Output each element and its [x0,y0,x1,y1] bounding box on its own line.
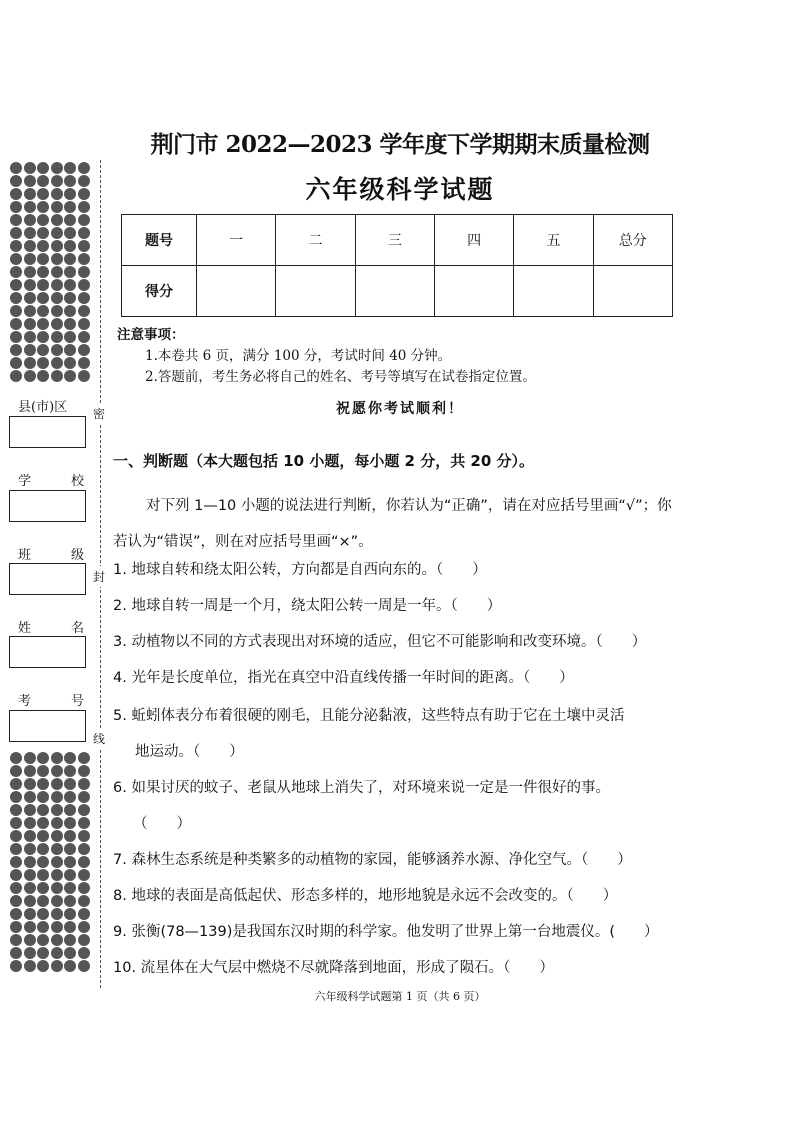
binding-dot [51,921,63,933]
binding-dots-bottom [10,752,90,972]
binding-dot [64,843,76,855]
side-label-name-a: 姓 [18,621,32,636]
binding-dot [24,895,36,907]
binding-dot [10,266,22,278]
binding-dot [51,266,63,278]
score-header-1: 一 [197,215,276,266]
binding-dot [64,240,76,252]
question-8 [113,878,688,914]
binding-dot [64,908,76,920]
question-8-text: 8. 地球的表面是高低起伏、形态多样的，地形地貌是永远不会改变的。（ ） [113,888,618,904]
binding-dot [24,869,36,881]
exam-title: 荆门市 2022—2023 学年度下学期期末质量检测 [150,131,650,158]
binding-dot [51,817,63,829]
binding-dot [64,214,76,226]
binding-dot [78,370,90,382]
binding-dot [51,778,63,790]
binding-dot [10,947,22,959]
binding-dot [10,921,22,933]
binding-dot [51,830,63,842]
binding-dot [64,331,76,343]
exam-number-field[interactable] [9,710,86,742]
question-5 [113,698,688,770]
binding-dots-top [10,162,90,382]
binding-dot [51,947,63,959]
binding-dot [51,331,63,343]
binding-dot [10,227,22,239]
binding-dot [24,370,36,382]
binding-dot [10,214,22,226]
binding-dot [51,357,63,369]
binding-dot [64,188,76,200]
binding-dot [37,908,49,920]
binding-dot [51,908,63,920]
binding-dot [24,227,36,239]
binding-dot [24,934,36,946]
binding-dot [10,357,22,369]
binding-dot [24,344,36,356]
binding-dot [51,344,63,356]
binding-dot [10,856,22,868]
binding-dot [10,778,22,790]
side-label-name-b: 名 [70,621,84,636]
binding-dot [37,370,49,382]
side-label-school-b: 校 [70,474,84,489]
binding-dot [64,882,76,894]
binding-dot [51,960,63,972]
binding-dot [51,370,63,382]
binding-dot [24,357,36,369]
binding-dot [37,960,49,972]
binding-dot [37,253,49,265]
binding-dot [24,292,36,304]
binding-dot [10,344,22,356]
binding-dot [24,305,36,317]
binding-dot [64,279,76,291]
binding-dot [24,830,36,842]
question-6-continuation: （ ） [133,816,191,832]
binding-dot [78,175,90,187]
binding-dot [64,370,76,382]
binding-dot [10,791,22,803]
question-7 [113,842,688,878]
binding-dot [51,175,63,187]
binding-dot [37,331,49,343]
binding-dot [78,305,90,317]
binding-dot [37,162,49,174]
binding-dot [24,201,36,213]
binding-dot [10,960,22,972]
binding-dot [51,253,63,265]
binding-dot [24,279,36,291]
binding-dot [64,752,76,764]
side-label-class-b: 级 [70,548,84,563]
binding-dot [37,188,49,200]
binding-dot [78,921,90,933]
binding-dot [10,175,22,187]
binding-dot [37,869,49,881]
binding-dot [64,934,76,946]
question-4 [113,660,688,696]
binding-dot [64,765,76,777]
binding-dot [10,201,22,213]
side-label-number-a: 考 [18,694,32,709]
side-label-number [18,690,84,709]
binding-dot [64,305,76,317]
county-field[interactable] [9,416,86,448]
binding-dot [78,934,90,946]
binding-dot [78,318,90,330]
binding-dot [24,318,36,330]
binding-dot [10,292,22,304]
school-field[interactable] [9,490,86,522]
binding-dot [64,869,76,881]
binding-dot [64,921,76,933]
binding-dot [24,947,36,959]
binding-dot [24,856,36,868]
exam-subtitle: 六年级科学试题 [305,175,495,204]
side-label-class [18,544,84,563]
binding-dot [78,188,90,200]
binding-dot [78,947,90,959]
binding-dot [10,869,22,881]
binding-dot [51,201,63,213]
binding-dot [37,344,49,356]
side-label-school [18,470,84,489]
binding-dot [24,778,36,790]
binding-dot [64,895,76,907]
binding-dot [10,370,22,382]
binding-dot [24,253,36,265]
question-6-text: 6. 如果讨厌的蚊子、老鼠从地球上消失了，对环境来说一定是一件很好的事。 [113,780,610,796]
binding-dot [78,253,90,265]
binding-dot [24,240,36,252]
binding-dot [24,175,36,187]
question-5-continuation: 地运动。（ ） [135,744,244,760]
binding-dot [64,318,76,330]
side-label-county [18,396,84,415]
binding-dot [24,214,36,226]
question-9 [113,914,688,950]
binding-dot [10,752,22,764]
binding-dot [10,908,22,920]
binding-dot [37,856,49,868]
score-cell-2[interactable] [276,266,355,317]
binding-dot [78,882,90,894]
question-5-text: 5. 蚯蚓体表分布着很硬的刚毛，且能分泌黏液，这些特点有助于它在土壤中灵活 [113,708,625,724]
binding-dot [10,162,22,174]
binding-dot [78,830,90,842]
binding-dot [37,318,49,330]
binding-dot [64,960,76,972]
binding-dot [24,817,36,829]
side-label-class-a: 班 [18,548,32,563]
page-footer: 六年级科学试题第 1 页（共 6 页） [314,990,486,1003]
binding-dot [51,188,63,200]
score-header-4: 四 [434,215,513,266]
binding-dot [10,318,22,330]
binding-dot [24,266,36,278]
binding-dot [51,318,63,330]
score-table-header-row [122,215,673,266]
binding-dot [51,227,63,239]
question-7-text: 7. 森林生态系统是种类繁多的动植物的家园，能够涵养水源、净化空气。（ ） [113,852,632,868]
binding-dot [10,895,22,907]
binding-dot [10,305,22,317]
binding-dot [78,201,90,213]
binding-dot [64,344,76,356]
question-3-text: 3. 动植物以不同的方式表现出对环境的适应，但它不可能影响和改变环境。（ ） [113,634,647,650]
binding-dot [37,947,49,959]
seal-char-feng: 封 [93,566,105,587]
binding-dot [10,882,22,894]
question-2 [113,588,688,624]
question-1 [113,552,688,588]
binding-dot [37,752,49,764]
binding-dot [78,960,90,972]
binding-dot [64,791,76,803]
binding-dot [64,778,76,790]
binding-dot [37,830,49,842]
binding-dot [37,882,49,894]
binding-dot [64,804,76,816]
binding-dot [37,279,49,291]
question-4-text: 4. 光年是长度单位，指光在真空中沿直线传播一年时间的距离。（ ） [113,670,574,686]
side-label-number-b: 号 [70,694,84,709]
binding-dot [37,357,49,369]
binding-dot [51,895,63,907]
binding-dot [64,357,76,369]
binding-dot [10,843,22,855]
notice-title: 注意事项： [117,327,185,343]
side-label-county-text: 县(市)区 [18,400,68,415]
binding-dot [51,305,63,317]
seal-char-mi: 密 [93,403,105,424]
binding-dot [51,804,63,816]
binding-dot [10,279,22,291]
binding-dot [78,357,90,369]
name-field[interactable] [9,636,86,668]
section-1-intro: 对下列 1—10 小题的说法进行判断，你若认为“正确”，请在对应括号里画“√”；你若认为“错误”，则在对应括号里画“×”。 [113,498,672,550]
binding-dot [78,869,90,881]
binding-dot [64,856,76,868]
binding-dot [51,934,63,946]
binding-dot [64,817,76,829]
score-table [121,214,673,317]
question-1-text: 1. 地球自转和绕太阳公转，方向都是自西向东的。（ ） [113,562,487,578]
binding-dot [78,765,90,777]
score-table-score-row [122,266,673,317]
binding-dot [10,765,22,777]
binding-dot [24,882,36,894]
binding-dot [37,227,49,239]
binding-dot [51,791,63,803]
binding-dot [10,331,22,343]
question-10-text: 10. 流星体在大气层中燃烧不尽就降落到地面，形成了陨石。（ ） [113,960,554,976]
score-header-total: 总分 [593,215,672,266]
binding-dot [10,817,22,829]
notice-block [117,325,536,388]
binding-dot [51,843,63,855]
binding-dot [10,934,22,946]
binding-dot [24,791,36,803]
binding-dot [51,856,63,868]
binding-dot [51,882,63,894]
binding-dot [24,921,36,933]
binding-dot [37,201,49,213]
binding-dot [24,960,36,972]
binding-dot [64,201,76,213]
binding-dot [37,817,49,829]
binding-dot [78,214,90,226]
score-cell-3[interactable] [355,266,434,317]
binding-dot [10,830,22,842]
binding-dot [37,934,49,946]
score-header-2: 二 [276,215,355,266]
binding-dot [37,791,49,803]
binding-dot [37,214,49,226]
question-2-text: 2. 地球自转一周是一个月，绕太阳公转一周是一年。（ ） [113,598,502,614]
score-cell-5[interactable] [514,266,593,317]
binding-dot [10,188,22,200]
binding-dot [78,279,90,291]
binding-dot [37,921,49,933]
binding-dot [37,843,49,855]
binding-dot [51,869,63,881]
binding-dot [78,752,90,764]
binding-dot [24,752,36,764]
binding-dot [78,331,90,343]
binding-dot [37,240,49,252]
binding-dot [37,778,49,790]
binding-dot [64,162,76,174]
binding-dot [78,804,90,816]
binding-dot [78,856,90,868]
score-header-5: 五 [514,215,593,266]
binding-dot [24,162,36,174]
score-cell-1[interactable] [197,266,276,317]
binding-dot [37,266,49,278]
binding-dot [64,947,76,959]
binding-dot [78,895,90,907]
binding-dot [78,843,90,855]
score-row-label: 得分 [122,266,197,317]
binding-dot [51,292,63,304]
binding-dot [78,292,90,304]
binding-dot [78,240,90,252]
binding-dot [37,305,49,317]
binding-dot [37,895,49,907]
class-field[interactable] [9,563,86,595]
binding-dot [10,804,22,816]
seal-char-xian: 线 [93,728,105,749]
score-header-label: 题号 [122,215,197,266]
binding-dot [64,227,76,239]
binding-dot [24,908,36,920]
notice-line-1: 1.本卷共 6 页，满分 100 分，考试时间 40 分钟。 [145,348,452,364]
binding-dot [64,266,76,278]
binding-dot [51,752,63,764]
binding-dot [64,175,76,187]
binding-dot [78,908,90,920]
question-3 [113,624,688,660]
binding-dot [24,843,36,855]
side-label-school-a: 学 [18,474,32,489]
binding-dot [37,765,49,777]
binding-dot [78,227,90,239]
binding-dot [51,765,63,777]
binding-dot [37,804,49,816]
binding-dot [78,162,90,174]
binding-dot [10,240,22,252]
wish-text: 祝愿你考试顺利！ [336,401,464,417]
binding-dot [37,292,49,304]
question-9-text: 9. 张衡(78—139)是我国东汉时期的科学家。他发明了世界上第一台地震仪。( ） [113,924,659,940]
binding-dot [37,175,49,187]
side-label-name [18,617,84,636]
score-cell-total[interactable] [593,266,672,317]
binding-dot [51,162,63,174]
score-header-3: 三 [355,215,434,266]
binding-dot [24,188,36,200]
question-6 [113,770,688,842]
question-10 [113,950,688,986]
binding-dot [78,266,90,278]
score-cell-4[interactable] [434,266,513,317]
binding-dot [78,791,90,803]
binding-dot [24,804,36,816]
notice-line-2: 2.答题前，考生务必将自己的姓名、考号等填写在试卷指定位置。 [145,369,536,385]
binding-dot [51,214,63,226]
binding-dot [51,240,63,252]
section-1-heading: 一、判断题（本大题包括 10 小题，每小题 2 分，共 20 分）。 [113,452,535,470]
binding-dot [64,292,76,304]
binding-dot [78,778,90,790]
binding-dot [64,253,76,265]
binding-dot [24,765,36,777]
binding-dot [24,331,36,343]
binding-dot [51,279,63,291]
binding-dot [78,344,90,356]
binding-dot [78,817,90,829]
binding-dot [10,253,22,265]
binding-dot [64,830,76,842]
